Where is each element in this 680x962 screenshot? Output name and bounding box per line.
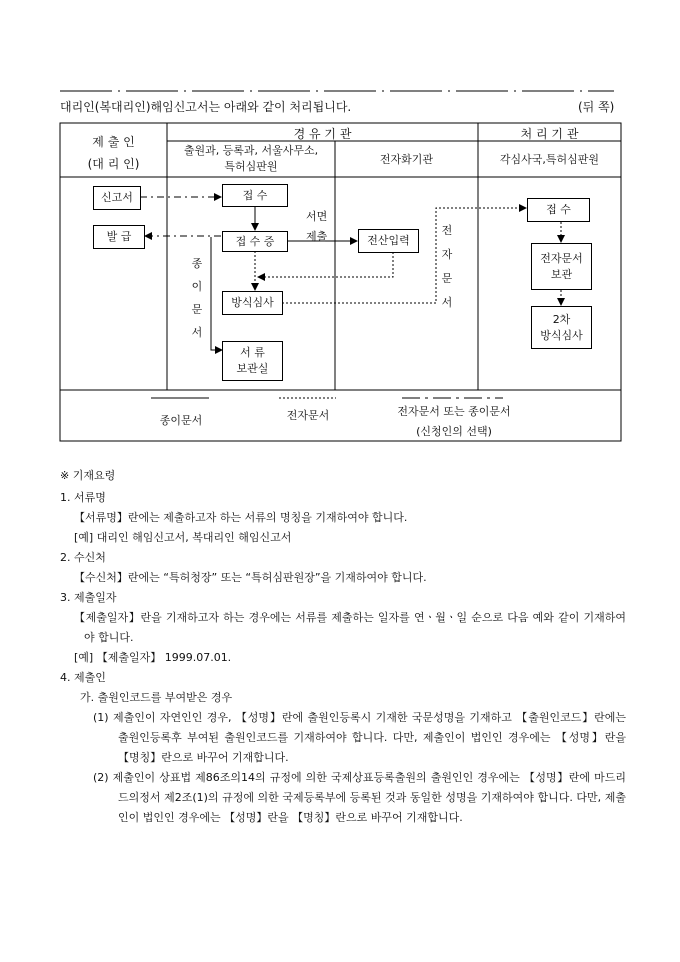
archive-box: 서 류 보관실: [222, 341, 283, 381]
label-submit: 제출: [306, 230, 328, 243]
section-3-title: 3. 제출일자: [60, 591, 117, 604]
page-mark: (뒤 쪽): [578, 100, 615, 114]
report-box: 신고서: [93, 186, 141, 210]
section-3-body: 【제출일자】란을 기재하고자 하는 경우에는 서류를 제출하는 일자를 연ㆍ월ㆍ일 순으로 다음 예와 같이 기재하여야 합니다.: [74, 611, 626, 644]
section-4-item-2: (2) 제출인이 상표법 제86조의14의 규정에 의한 국제상표등록출원의 출원인인 경우에는 【성명】란에 마드리드의정서 제2조(1)의 규정에 의한 국제등록부에 등록된 것과 동일한 성명을 기재하여야 합니다. 다만, 제출인이 법인인 경우에는 【성명】란을 【명칭】란으로 바꾸어 기재합니다.: [93, 771, 626, 824]
header-via-paper: 출원과, 등록과, 서울사무소, 특허심판원: [183, 144, 319, 173]
legend-paper: 종이문서: [159, 414, 203, 427]
legend-either: 전자문서 또는 종이문서 (신청인의 선택): [397, 405, 511, 438]
legend-electronic: 전자문서: [286, 409, 330, 422]
header-via-electronic: 전자화기관: [379, 153, 434, 166]
header-via-group: 경 유 기 관: [293, 127, 352, 141]
section-2-title: 2. 수신처: [60, 551, 106, 564]
receipt-box: 접 수 증: [222, 231, 288, 252]
e-input-box: 전산입력: [358, 229, 419, 253]
section-1-title: 1. 서류명: [60, 491, 106, 504]
proc-receive-box: 접 수: [527, 198, 590, 222]
guide-title: ※ 기재요령: [60, 469, 116, 482]
form-review-box: 방식심사: [222, 291, 283, 315]
label-e-doc-vertical: 전 자 문 서: [441, 224, 453, 309]
arrow-input-to-review: [258, 252, 393, 277]
section-1-example: [예] 대리인 해임신고서, 복대리인 해임신고서: [74, 531, 292, 544]
section-1-body: 【서류명】란에는 제출하고자 하는 서류의 명칭을 기재하여야 합니다.: [74, 511, 408, 524]
e-storage-box: 전자문서 보관: [531, 243, 592, 290]
label-written: 서면: [306, 210, 328, 223]
section-4-item-1: (1) 제출인이 자연인인 경우, 【성명】란에 출원인등록시 기재한 국문성명을 기재하고 【출원인코드】란에는 출원인등록후 부여된 출원인코드를 기재하여야 합니다. 다만, 제출인이 법인인 경우에는 【성명】란을 【명칭】란으로 바꾸어 기재합니다.: [93, 711, 626, 764]
second-review-box: 2차 방식심사: [531, 306, 592, 349]
writing-guide: [60, 466, 626, 828]
section-2-body: 【수신처】란에는 “특허청장” 또는 “특허심판원장”을 기재하여야 합니다.: [74, 571, 427, 584]
label-paper-doc-vertical: 종 이 문 서: [191, 257, 203, 339]
intro-text: 대리인(복대리인)해임신고서는 아래와 같이 처리됩니다.: [60, 100, 352, 114]
section-3-example: [예] 【제출일자】 1999.07.01.: [74, 651, 232, 664]
header-processing-sub: 각심사국,특허심판원: [499, 153, 600, 166]
arrow-paper-to-archive: [211, 237, 222, 350]
section-4-sub: 가. 출원인코드를 부여받은 경우: [80, 691, 233, 704]
section-4-title: 4. 제출인: [60, 671, 106, 684]
issue-box: 발 급: [93, 225, 145, 249]
receive-box: 접 수: [222, 184, 288, 207]
header-processing-group: 처 리 기 관: [520, 127, 579, 141]
header-submitter: 제 출 인 (대 리 인): [87, 135, 140, 171]
